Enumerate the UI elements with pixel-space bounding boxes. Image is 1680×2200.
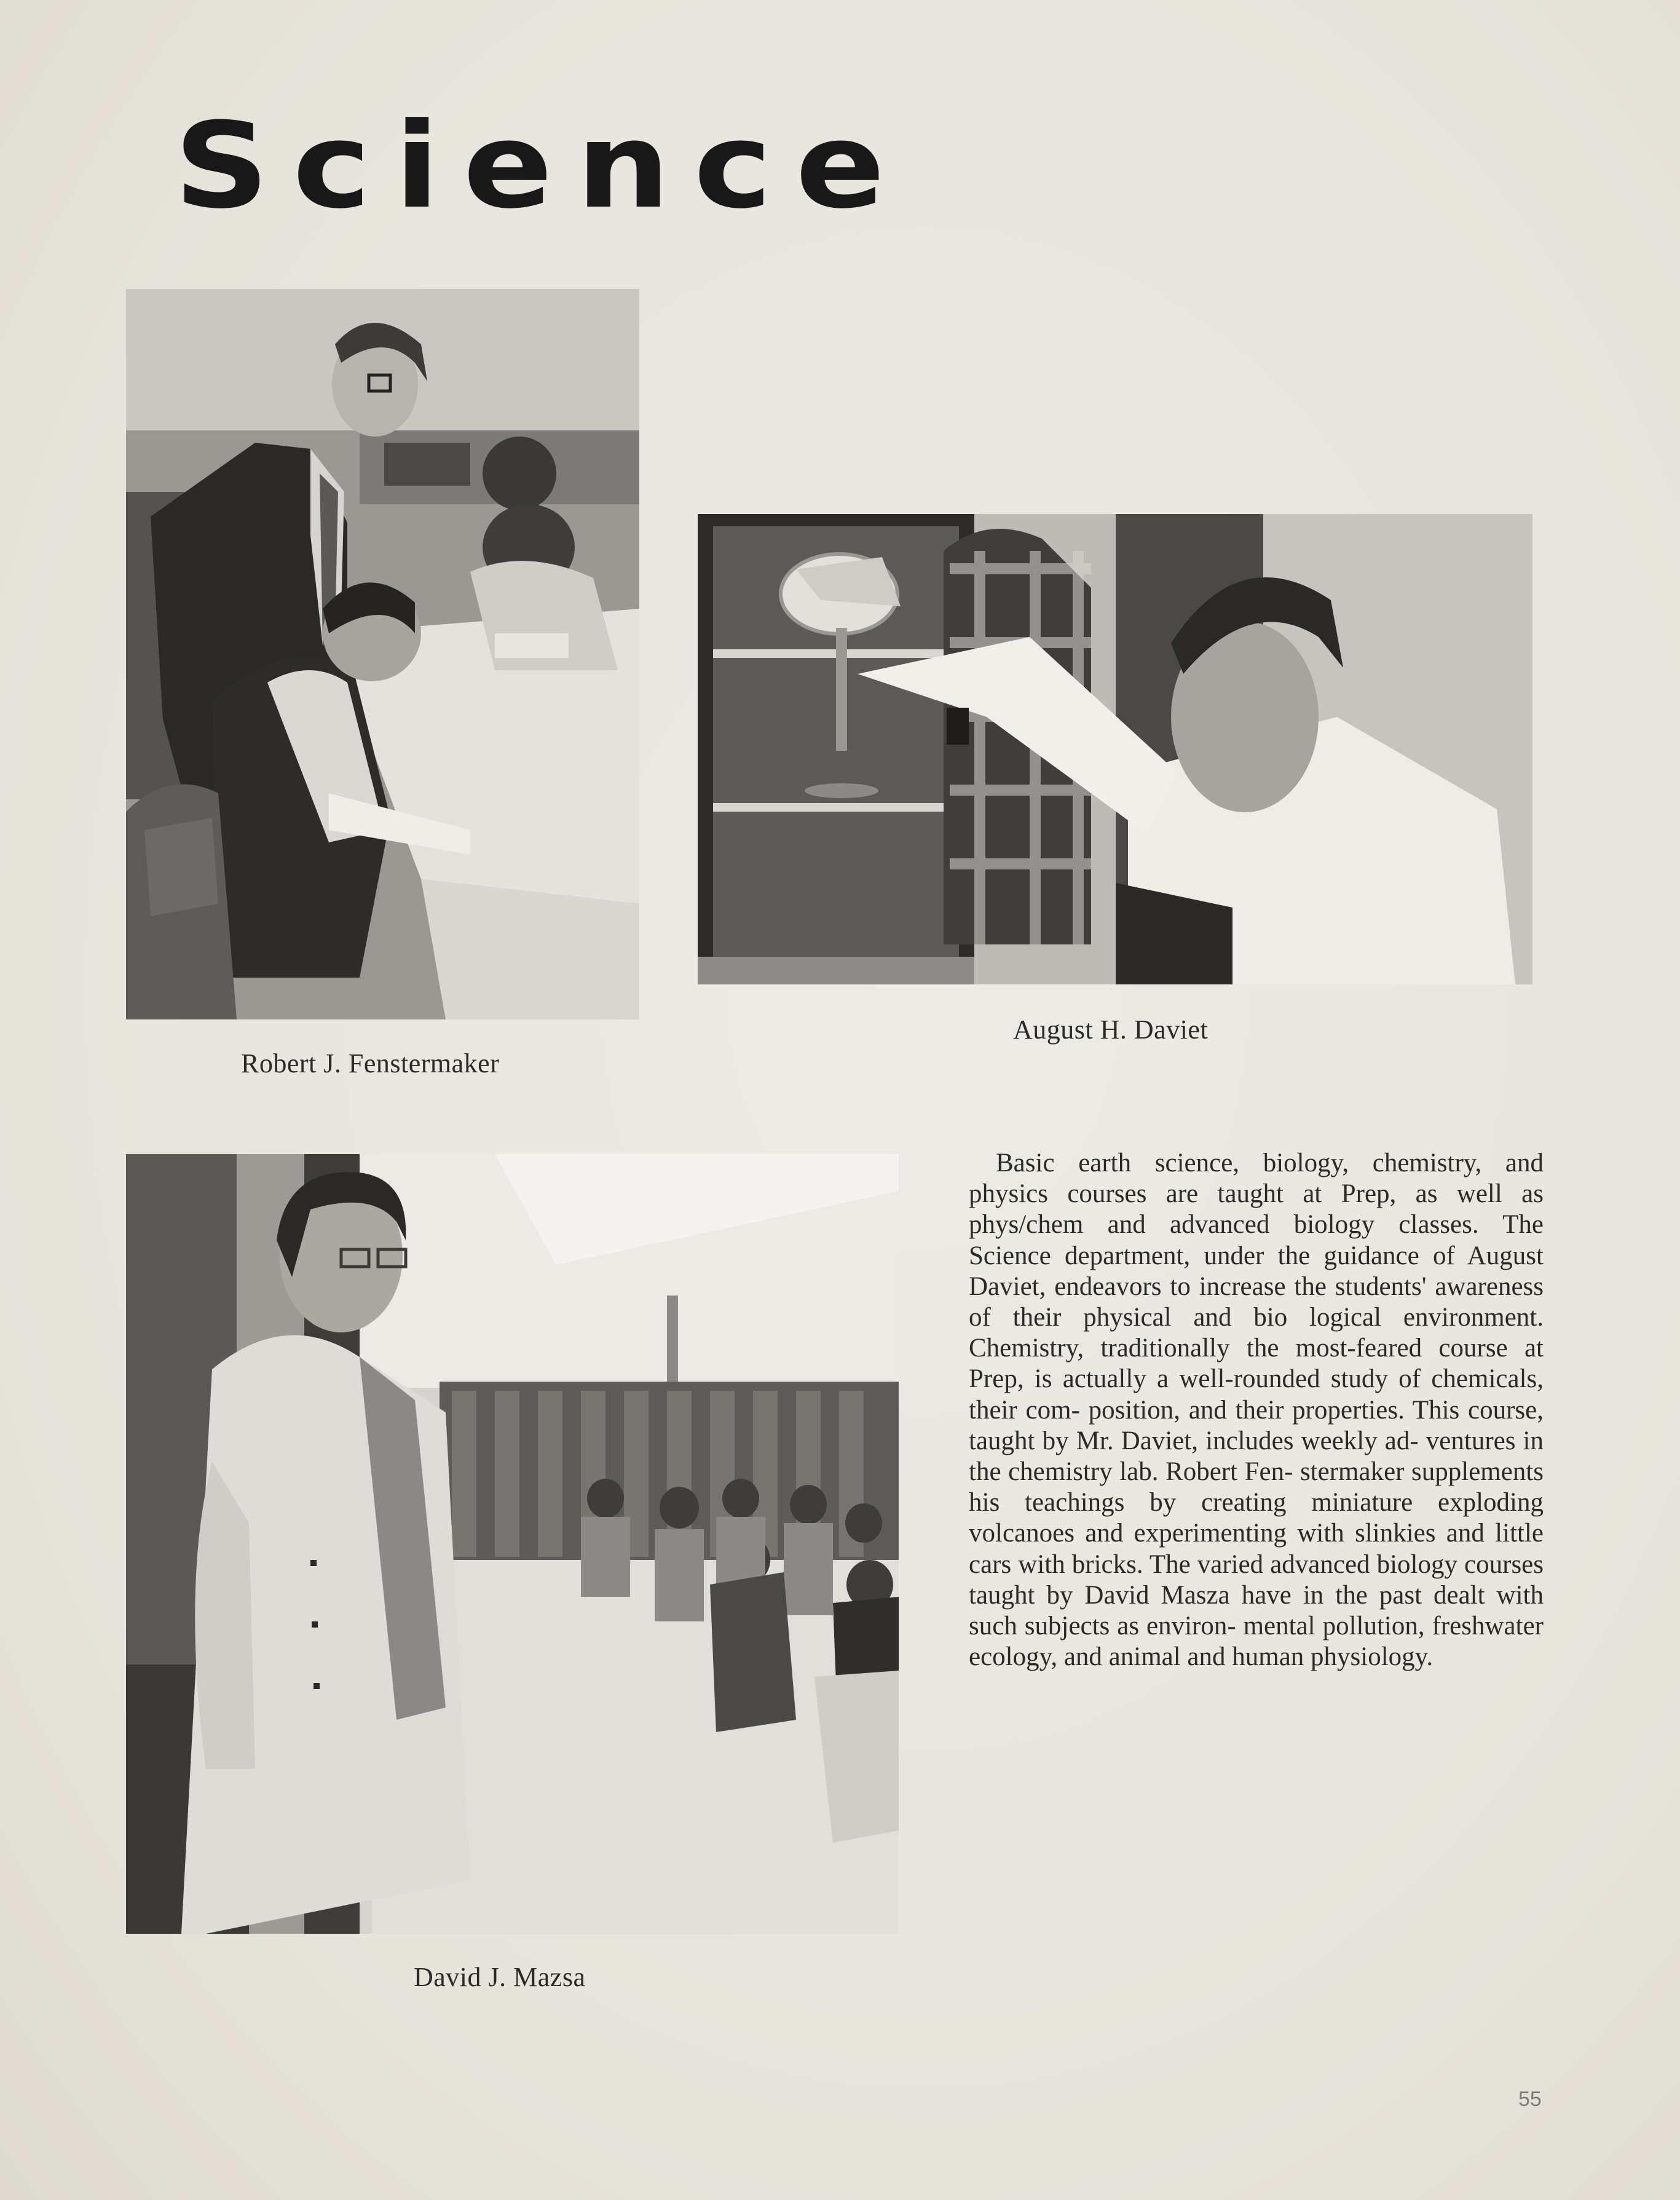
photo-fenstermaker — [126, 289, 639, 1019]
page-number: 55 — [1518, 2087, 1542, 2111]
photo-caption-fenstermaker: Robert J. Fenstermaker — [241, 1048, 500, 1078]
photo-daviet — [698, 514, 1532, 984]
photo-mazsa — [126, 1154, 899, 1934]
photo-caption-mazsa: David J. Mazsa — [414, 1962, 586, 1992]
photo-caption-daviet: August H. Daviet — [1013, 1015, 1209, 1045]
page-title: Science — [174, 98, 909, 235]
article-body: Basic earth science, biology, chemistry, and physics courses are taught at Prep, as well as phys/chem and advanced biology classes. The Science department, under the guidance of August Daviet, endeavors to increase the students' awareness of their physical and bio logical environment. Chemistry, traditionally the most-feared course at Prep, is actually a well-rounded study of chemicals, their com- position, and their properties. This course, taught by Mr. Daviet, includes weekly ad- ventures in the chemistry lab. Robert Fen- stermaker supplements his teachings by creating miniature exploding volcanoes and experimenting with slinkies and little cars with bricks. The varied advanced biology courses taught by David Masza have in the past dealt with such subjects as environ- mental pollution, freshwater ecology, and animal and human physiology. — [969, 1149, 1544, 1672]
